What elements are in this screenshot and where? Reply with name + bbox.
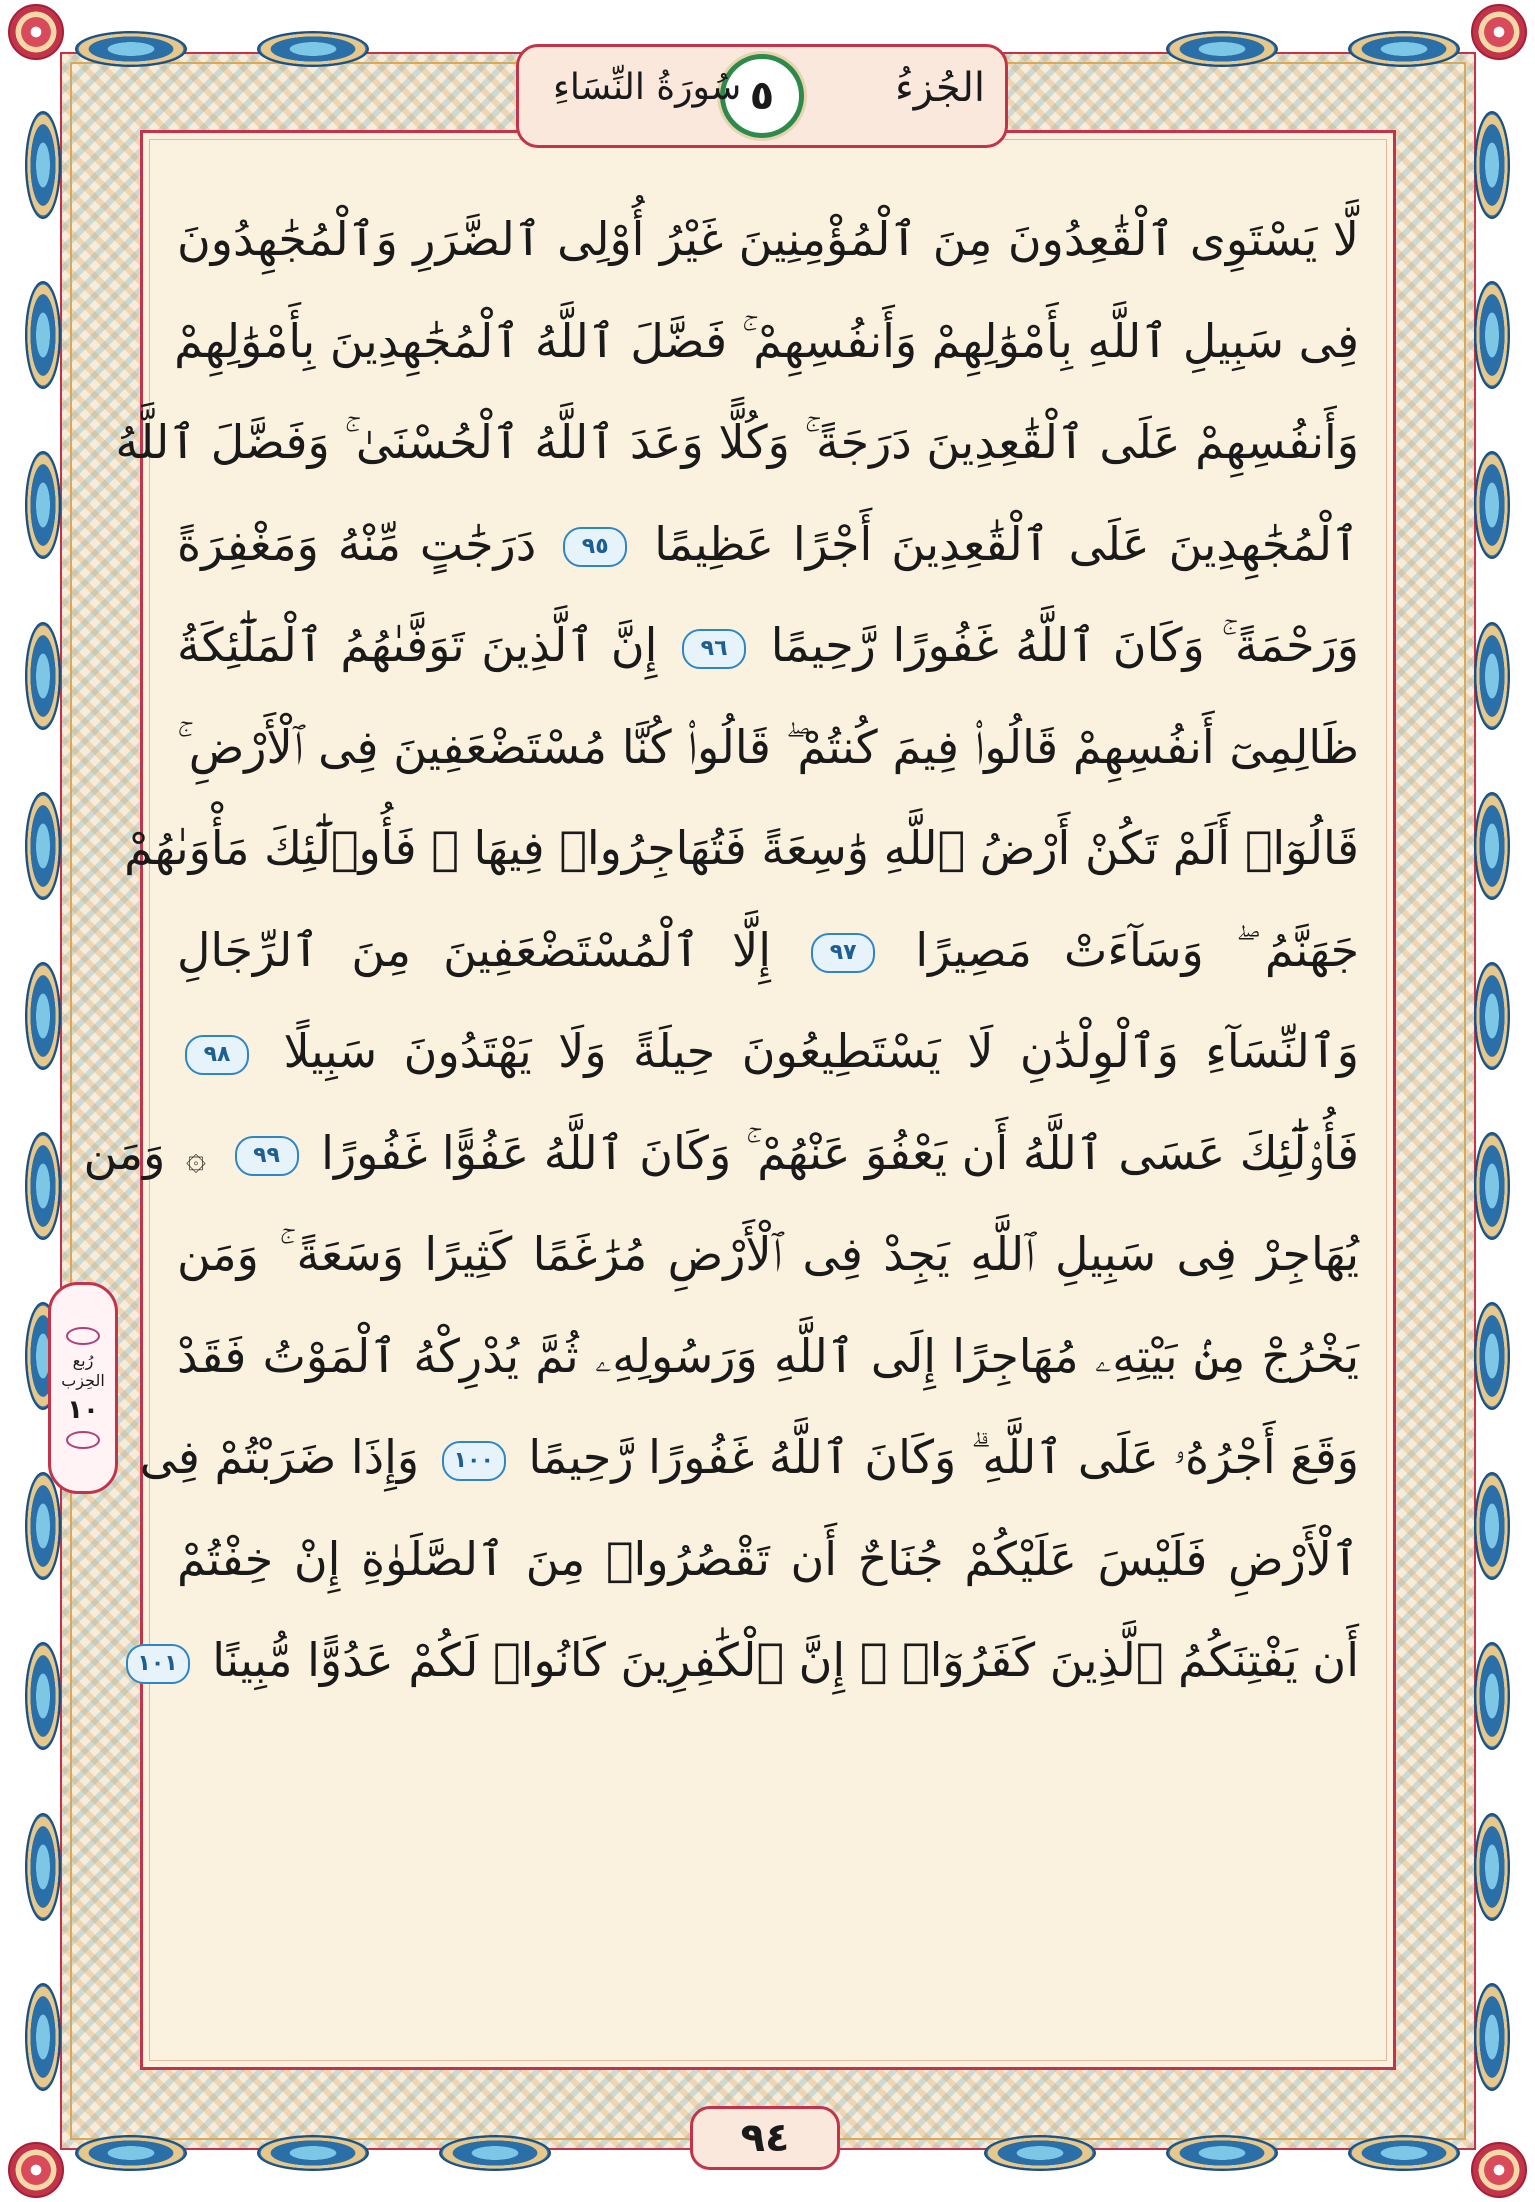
- verse-text: إِلَّا ٱلْمُسْتَضْعَفِينَ مِنَ ٱلرِّجَالِ: [177, 922, 772, 977]
- hizb-number: ١٠: [67, 1395, 99, 1425]
- page-header: [516, 44, 1008, 148]
- verse-text: يُهَاجِرْ فِى سَبِيلِ ٱللَّهِ يَجِدْ فِى ٱلْأَرْضِ مُرَٰغَمًا كَثِيرًا وَسَعَةً ۚ وَمَن: [177, 1227, 1359, 1281]
- hizb-label-line1: رُبع: [72, 1351, 94, 1370]
- medallion-ornament: [1474, 111, 1510, 219]
- verse-text: جَهَنَّمُ ۖ وَسَآءَتْ مَصِيرًا: [915, 922, 1359, 977]
- medallion-ornament: [75, 2135, 187, 2171]
- medallion-ornament: [1474, 622, 1510, 730]
- medallion-ornament: [1474, 1642, 1510, 1750]
- verse-line: [177, 1509, 1359, 1611]
- hizb-ornament-icon: [66, 1327, 100, 1345]
- verse-line: [177, 697, 1359, 799]
- medallion-ornament: [75, 31, 187, 67]
- verse-line: [177, 1306, 1359, 1408]
- verse-text: وَرَحْمَةً ۚ وَكَانَ ٱللَّهُ غَفُورًا رَّحِيمًا: [770, 618, 1359, 672]
- verse-text: ٱلْمُجَٰهِدِينَ عَلَى ٱلْقَٰعِدِينَ أَجْرًا عَظِيمًا: [654, 516, 1360, 571]
- verse-line: [139, 1407, 1359, 1509]
- verse-text: قَالُوٓا۟ أَلَمْ تَكُنْ أَرْضُ ٱللَّهِ وَٰسِعَةً فَتُهَاجِرُوا۟ فِيهَا ۚ فَأُو۟لَٰٓئِكَ مَأْوَىٰهُمْ: [124, 821, 1359, 875]
- medallion-ornament: [1348, 2135, 1460, 2171]
- medallion-ornament: [25, 1983, 61, 2091]
- verse-text: وَٱلنِّسَآءِ وَٱلْوِلْدَٰنِ لَا يَسْتَطِيعُونَ حِيلَةً وَلَا يَهْتَدُونَ سَبِيلًا: [283, 1024, 1359, 1078]
- verse-line: [177, 900, 1359, 1002]
- medallion-ornament: [984, 2135, 1096, 2171]
- verse-text: إِنَّ ٱلَّذِينَ تَوَفَّىٰهُمُ ٱلْمَلَٰٓئِكَةُ: [177, 618, 658, 672]
- verse-line: [177, 189, 1359, 291]
- medallion-ornament: [25, 1472, 61, 1580]
- hizb-ornament-icon: [66, 1431, 100, 1449]
- verse-line: [177, 595, 1359, 697]
- medallion-ornament: [25, 1642, 61, 1750]
- verse-text: فَأُو۟لَٰٓئِكَ عَسَى ٱللَّهُ أَن يَعْفُوَ عَنْهُمْ ۚ وَكَانَ ٱللَّهُ عَفُوًّا غَفُورًا: [321, 1125, 1359, 1180]
- ayah-number-marker: ٩٧: [811, 933, 875, 973]
- medallion-ornament: [25, 962, 61, 1070]
- medallion-ornament: [25, 111, 61, 219]
- corner-rosette-icon: [8, 2142, 64, 2198]
- ayah-number-marker: ٩٦: [682, 629, 746, 669]
- medallion-ornament: [1348, 31, 1460, 67]
- medallion-ornament: [25, 281, 61, 389]
- ayah-number-marker: ١٠٠: [442, 1441, 506, 1481]
- medallion-ornament: [25, 1813, 61, 1921]
- medallion-ornament: [1166, 31, 1278, 67]
- medallion-ornament: [1474, 1472, 1510, 1580]
- verse-line: [83, 1103, 1359, 1205]
- juz-number: ٥: [749, 73, 775, 119]
- medallion-ornament: [1474, 1813, 1510, 1921]
- medallion-ornament: [1166, 2135, 1278, 2171]
- left-ornament-band: [18, 80, 68, 2122]
- medallion-ornament: [1474, 281, 1510, 389]
- corner-rosette-icon: [8, 4, 64, 60]
- medallion-ornament: [25, 1132, 61, 1240]
- medallion-ornament: [257, 31, 369, 67]
- verse-text: أَن يَفْتِنَكُمُ ٱلَّذِينَ كَفَرُوٓا۟ ۚ إِنَّ ٱلْكَٰفِرِينَ كَانُوا۟ لَكُمْ عَدُوًّا مُّبِينًا: [212, 1633, 1359, 1687]
- medallion-ornament: [257, 2135, 369, 2171]
- verse-line: [177, 1204, 1359, 1306]
- medallion-ornament: [1474, 1302, 1510, 1410]
- medallion-ornament: [1474, 792, 1510, 900]
- hizb-quarter-marker: [48, 1282, 118, 1494]
- medallion-ornament: [439, 2135, 551, 2171]
- medallion-ornament: [1474, 451, 1510, 559]
- corner-rosette-icon: [1471, 2142, 1527, 2198]
- hizb-label-line2: الحِزب: [61, 1371, 105, 1390]
- verse-text: فِى سَبِيلِ ٱللَّهِ بِأَمْوَٰلِهِمْ وَأَنفُسِهِمْ ۚ فَضَّلَ ٱللَّهُ ٱلْمُجَٰهِدِينَ بِأَمْوَٰلِهِمْ: [174, 313, 1359, 368]
- verse-text: وَإِذَا ضَرَبْتُمْ فِى: [139, 1430, 420, 1484]
- verse-text: ظَالِمِىٓ أَنفُسِهِمْ قَالُوا۟ فِيمَ كُنتُمْ ۖ قَالُوا۟ كُنَّا مُسْتَضْعَفِينَ فِى ٱلْأَرْضِ ۚ: [177, 719, 1359, 774]
- medallion-ornament: [25, 792, 61, 900]
- page-number-box: [690, 2106, 840, 2170]
- verse-line: [137, 1610, 1359, 1712]
- ayah-number-marker: ٩٨: [185, 1035, 249, 1075]
- medallion-ornament: [25, 451, 61, 559]
- juz-label: الجُزءُ: [895, 65, 985, 111]
- verse-text: وَمَن: [83, 1125, 166, 1180]
- verse-line: [115, 392, 1359, 494]
- corner-rosette-icon: [1471, 4, 1527, 60]
- verse-line: [177, 1001, 1359, 1103]
- verse-text: وَقَعَ أَجْرُهُۥ عَلَى ٱللَّهِ ۗ وَكَانَ ٱللَّهُ غَفُورًا رَّحِيمًا: [528, 1430, 1359, 1484]
- ayah-number-marker: ٩٥: [563, 527, 627, 567]
- verse-text: وَأَنفُسِهِمْ عَلَى ٱلْقَٰعِدِينَ دَرَجَةً ۚ وَكُلًّا وَعَدَ ٱللَّهُ ٱلْحُسْنَىٰ ۚ وَفَضَّلَ ٱللَّهُ: [115, 415, 1359, 469]
- medallion-ornament: [1474, 1132, 1510, 1240]
- verse-text: يَخْرُجْ مِنۢ بَيْتِهِۦ مُهَاجِرًا إِلَى ٱللَّهِ وَرَسُولِهِۦ ثُمَّ يُدْرِكْهُ ٱلْمَوْتُ فَقَدْ: [177, 1328, 1359, 1383]
- ayah-number-marker: ٩٩: [235, 1136, 299, 1176]
- medallion-ornament: [1474, 962, 1510, 1070]
- rub-el-hizb-icon: ۞: [186, 1137, 206, 1178]
- verse-text: ٱلْأَرْضِ فَلَيْسَ عَلَيْكُمْ جُنَاحٌ أَن تَقْصُرُوا۟ مِنَ ٱلصَّلَوٰةِ إِنْ خِفْتُمْ: [177, 1531, 1359, 1586]
- page-number: ٩٤: [740, 2115, 790, 2161]
- right-ornament-band: [1467, 80, 1517, 2122]
- verse-text: دَرَجَٰتٍ مِّنْهُ وَمَغْفِرَةً: [177, 516, 537, 571]
- medallion-ornament: [1474, 1983, 1510, 2091]
- ayah-number-marker: ١٠١: [126, 1644, 190, 1684]
- medallion-ornament: [25, 622, 61, 730]
- verse-line: [124, 798, 1359, 900]
- verse-line: [174, 291, 1359, 393]
- verse-line: [177, 494, 1359, 596]
- verse-text: لَّا يَسْتَوِى ٱلْقَٰعِدُونَ مِنَ ٱلْمُؤْمِنِينَ غَيْرُ أُوْلِى ٱلضَّرَرِ وَٱلْمُجَٰهِدُونَ: [177, 212, 1359, 266]
- surah-name: سُورَةُ النِّسَاءِ: [553, 67, 742, 108]
